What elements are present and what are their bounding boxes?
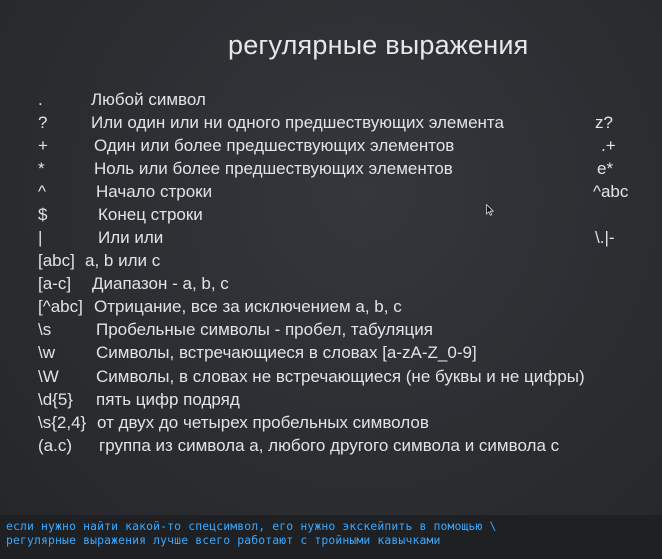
regex-description: Или или — [98, 228, 164, 247]
regex-row — [0, 342, 662, 364]
regex-description: пять цифр подряд — [96, 390, 240, 409]
regex-description: Ноль или более предшествующих элементов — [94, 159, 453, 178]
regex-row — [0, 412, 662, 434]
regex-symbol: \d{5} — [38, 390, 73, 409]
console-line-2: регулярные выражения лучше всего работают с тройными кавычками — [6, 533, 441, 547]
regex-row — [0, 158, 662, 180]
regex-symbol: * — [38, 159, 45, 178]
regex-symbol: $ — [38, 205, 48, 224]
regex-symbol: [abc] — [38, 251, 75, 270]
regex-description: Пробельные символы - пробел, табуляция — [96, 320, 433, 339]
regex-symbol: (a.c) — [38, 436, 72, 455]
regex-row — [0, 319, 662, 341]
regex-description: группа из символа a, любого другого символа и символа c — [99, 436, 560, 455]
regex-example: ^abc — [593, 182, 629, 201]
regex-description: Отрицание, все за исключением a, b, c — [94, 297, 402, 316]
regex-description: Диапазон - a, b, c — [92, 274, 229, 293]
regex-row — [0, 112, 662, 134]
regex-row — [0, 273, 662, 295]
regex-symbol: \s — [38, 320, 52, 339]
regex-description: Начало строки — [96, 182, 213, 201]
regex-row — [0, 181, 662, 203]
regex-symbol: \W — [38, 367, 59, 386]
mouse-pointer-icon — [486, 204, 494, 216]
regex-description: Символы, в словах не встречающиеся (не буквы и не цифры) — [96, 367, 585, 386]
regex-row — [0, 227, 662, 249]
regex-row — [0, 389, 662, 411]
regex-example: \.|- — [595, 228, 615, 247]
regex-symbol: . — [38, 90, 43, 109]
regex-row — [0, 135, 662, 157]
regex-symbol: [^abc] — [38, 297, 83, 316]
regex-symbol: \w — [38, 343, 55, 362]
console-output — [0, 515, 662, 559]
regex-row — [0, 435, 662, 457]
regex-symbol: ^ — [38, 182, 46, 201]
regex-description: Любой символ — [91, 90, 206, 109]
regex-symbol: \s{2,4} — [38, 413, 87, 432]
regex-row — [0, 204, 662, 226]
regex-symbol: | — [38, 228, 43, 247]
regex-example: e* — [597, 159, 614, 178]
regex-symbol: + — [38, 136, 48, 155]
regex-symbol: [a-c] — [38, 274, 72, 293]
console-line-1: если нужно найти какой-то спецсимвол, его нужно экскейпить в помощью \ — [6, 519, 497, 533]
regex-description: a, b или c — [85, 251, 161, 270]
regex-row — [0, 250, 662, 272]
regex-row — [0, 296, 662, 318]
slide-title: регулярные выражения — [228, 30, 529, 60]
regex-description: Один или более предшествующих элементов — [94, 136, 455, 155]
regex-description: Символы, встречающиеся в словах [a-zA-Z_0-9] — [96, 343, 477, 362]
regex-description: Конец строки — [98, 205, 203, 224]
regex-example: .+ — [601, 136, 616, 155]
regex-example: z? — [595, 113, 613, 132]
regex-description: Или один или ни одного предшествующих элемента — [91, 113, 504, 132]
regex-symbol: ? — [38, 113, 48, 132]
regex-row — [0, 366, 662, 388]
regex-row — [0, 89, 662, 111]
regex-description: от двух до четырех пробельных символов — [97, 413, 429, 432]
